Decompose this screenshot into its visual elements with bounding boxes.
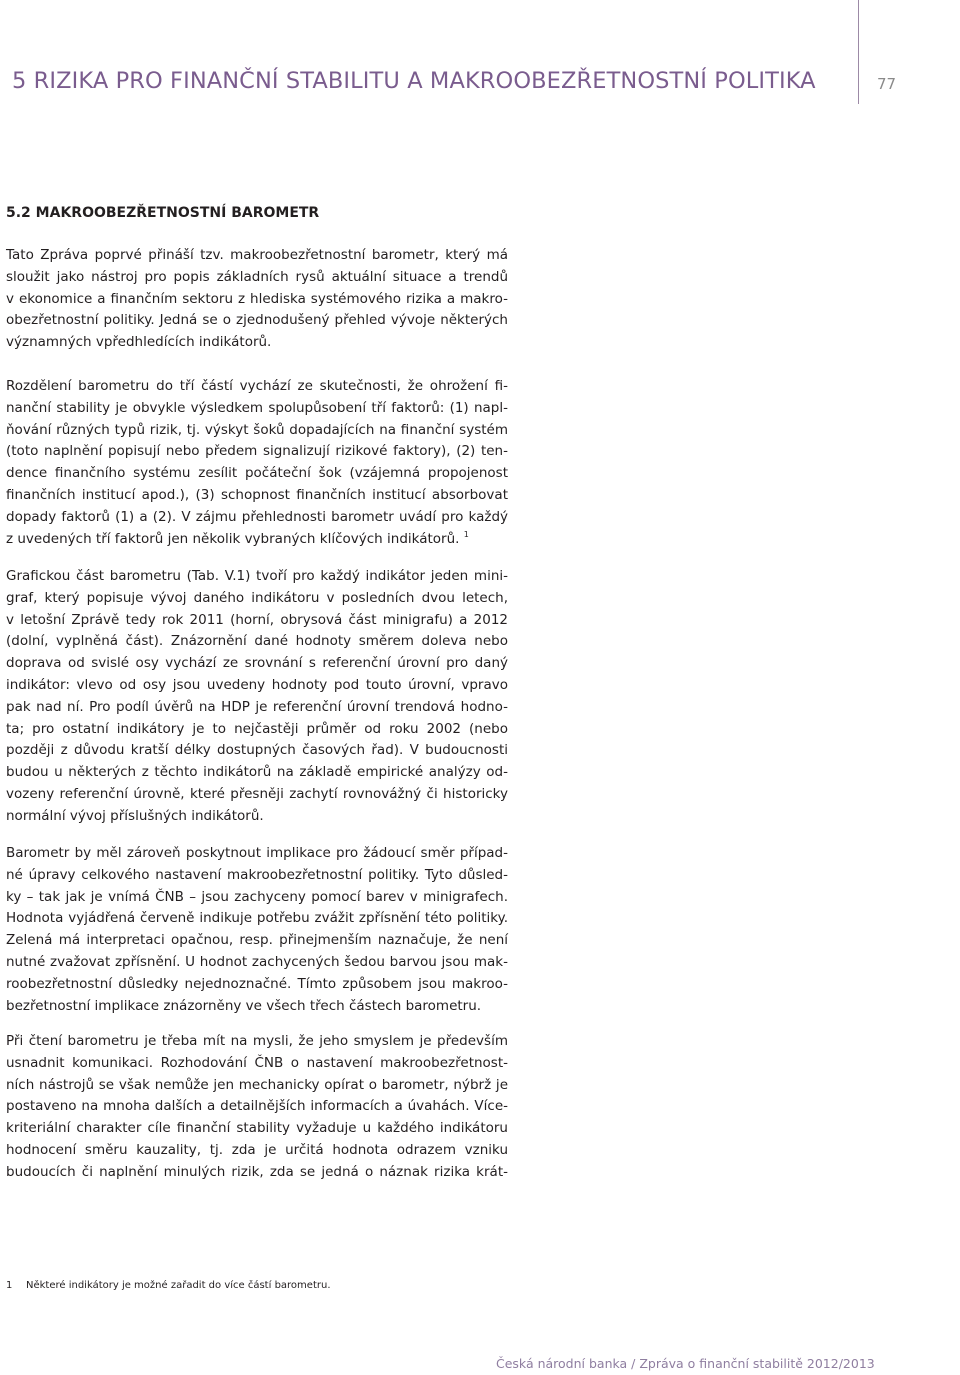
text-line: hodnocení směru kauzality, tj. zda je určitá hodnota odrazem vzniku	[6, 1141, 508, 1158]
text-line: normální vývoj příslušných indikátorů.	[6, 807, 264, 824]
text-line: v letošní Zprávě tedy rok 2011 (horní, obrysová část minigrafu) a 2012	[6, 611, 508, 628]
text-line: roobezřetnostní důsledky nejednoznačné. Tímto způsobem jsou makroo-	[6, 975, 508, 992]
section-heading: 5.2 MAKROOBEZŘETNOSTNÍ BAROMETR	[6, 205, 320, 221]
text-line: bezřetnostní implikace znázorněny ve všech třech částech barometru.	[6, 997, 482, 1014]
page-number: 77	[877, 75, 897, 93]
text-line: Hodnota vyjádřená červeně indikuje potřebu zvážit zpřísnění této politiky.	[6, 910, 508, 927]
paragraph-4	[6, 843, 508, 1017]
text-line: pak nad ní. Pro podíl úvěrů na HDP je referenční úrovní trendová hodno-	[6, 698, 508, 715]
text-line: ky – tak jak je vnímá ČNB – jsou zachyceny pomocí barev v minigrafech.	[6, 888, 508, 905]
text-line: Zelená má interpretaci opačnou, resp. přinejmenším naznačuje, že není	[6, 932, 508, 949]
text-line: dopady faktorů (1) a (2). V zájmu přehlednosti barometr uvádí pro každý	[6, 508, 508, 525]
text-line: významných vpředhledících indikátorů.	[6, 334, 272, 351]
text-line: sloužit jako nástroj pro popis základních rysů aktuální situace a trendů	[6, 268, 508, 285]
text-line: postaveno na mnoha dalších a detailnějších informacích a úvahách. Více-	[6, 1098, 508, 1115]
footnote-number: 1	[6, 1280, 13, 1291]
chapter-title: 5 RIZIKA PRO FINANČNÍ STABILITU A MAKROOBEZŘETNOSTNÍ POLITIKA	[12, 68, 816, 94]
text-line: vozeny referenční úrovně, které přesněji zachytí rovnovážný či historicky	[6, 785, 508, 802]
footnote	[6, 1280, 331, 1291]
text-line: dence finančního systému zesílit počáteční šok (vzájemná propojenost	[6, 465, 508, 482]
text-line: (dolní, vyplněná část). Znázornění dané hodnoty směrem doleva nebo	[6, 633, 508, 650]
text-line: (toto naplnění popisují nebo předem signalizují rizikové faktory), (2) ten-	[6, 443, 508, 460]
text-line: nutné zvažovat zpřísnění. U hodnot zachycených šedou barvou jsou mak-	[6, 953, 508, 970]
text-line: Tato Zpráva poprvé přináší tzv. makroobezřetnostní barometr, který má	[6, 247, 508, 263]
page-footer: Česká národní banka / Zpráva o finanční stabilitě 2012/2013	[496, 1356, 875, 1371]
text-line: doprava od svislé osy vychází ze srovnání s referenční úrovní pro daný	[6, 655, 508, 672]
text-line: kriteriální charakter cíle finanční stability vyžaduje u každého indikátoru	[6, 1120, 508, 1137]
text-line: finančních institucí apod.), (3) schopnost finančních institucí absorbovat	[6, 486, 508, 503]
text-line: v ekonomice a finančním sektoru z hlediska systémového rizika a makro-	[6, 290, 508, 307]
text-line: Grafickou část barometru (Tab. V.1) tvoří pro každý indikátor jeden mini-	[6, 568, 508, 584]
paragraph-1	[6, 245, 508, 354]
paragraph-3	[6, 566, 508, 828]
text-line: indikátor: vlevo od osy jsou uvedeny hodnoty pod touto úrovní, vpravo	[6, 676, 508, 693]
text-line: né úpravy celkového nastavení makroobezřetnostní politiky. Tyto důsled-	[6, 866, 508, 883]
text-line: Rozdělení barometru do tří částí vychází ze skutečnosti, že ohrožení fi-	[6, 378, 508, 394]
text-line: usnadnit komunikaci. Rozhodování ČNB o nastavení makroobezřetnost-	[6, 1054, 508, 1071]
text-line: obezřetnostní politiky. Jedná se o zjednodušený přehled vývoje některých	[6, 312, 508, 329]
paragraph-2	[6, 376, 508, 550]
text-line: graf, který popisuje vývoj daného indikátoru v posledních dvou letech,	[6, 589, 508, 606]
footnote-text: Některé indikátory je možné zařadit do více částí barometru.	[26, 1280, 331, 1291]
text-line: budoucích či naplnění minulých rizik, zda se jedná o náznak rizika krát-	[6, 1163, 508, 1180]
header-divider-line	[858, 0, 859, 104]
text-line-with-footnote	[6, 529, 508, 551]
text-line: z uvedených tří faktorů jen několik vybraných klíčových indikátorů.	[6, 530, 460, 547]
text-line: Při čtení barometru je třeba mít na mysli, že jeho smyslem je především	[6, 1033, 508, 1049]
text-line: budou u některých z těchto indikátorů na základě empirické analýzy od-	[6, 764, 508, 781]
text-line: ňování různých typů rizik, tj. výskyt šoků dopadajících na finanční systém	[6, 421, 508, 438]
text-line: Barometr by měl zároveň poskytnout implikace pro žádoucí směr případ-	[6, 845, 508, 861]
text-line: nanční stability je obvykle výsledkem spolupůsobení tří faktorů: (1) napl-	[6, 399, 508, 416]
paragraph-5	[6, 1031, 508, 1184]
text-line: ních nástrojů se však nemůže jen mechanicky opírat o barometr, nýbrž je	[6, 1076, 508, 1093]
text-line: později z důvodu kratší délky dostupných časových řad). V budoucnosti	[6, 742, 508, 759]
footnote-reference: 1	[463, 529, 469, 539]
text-line: ta; pro ostatní indikátory je to nejčastěji průměr od roku 2002 (nebo	[6, 720, 508, 737]
